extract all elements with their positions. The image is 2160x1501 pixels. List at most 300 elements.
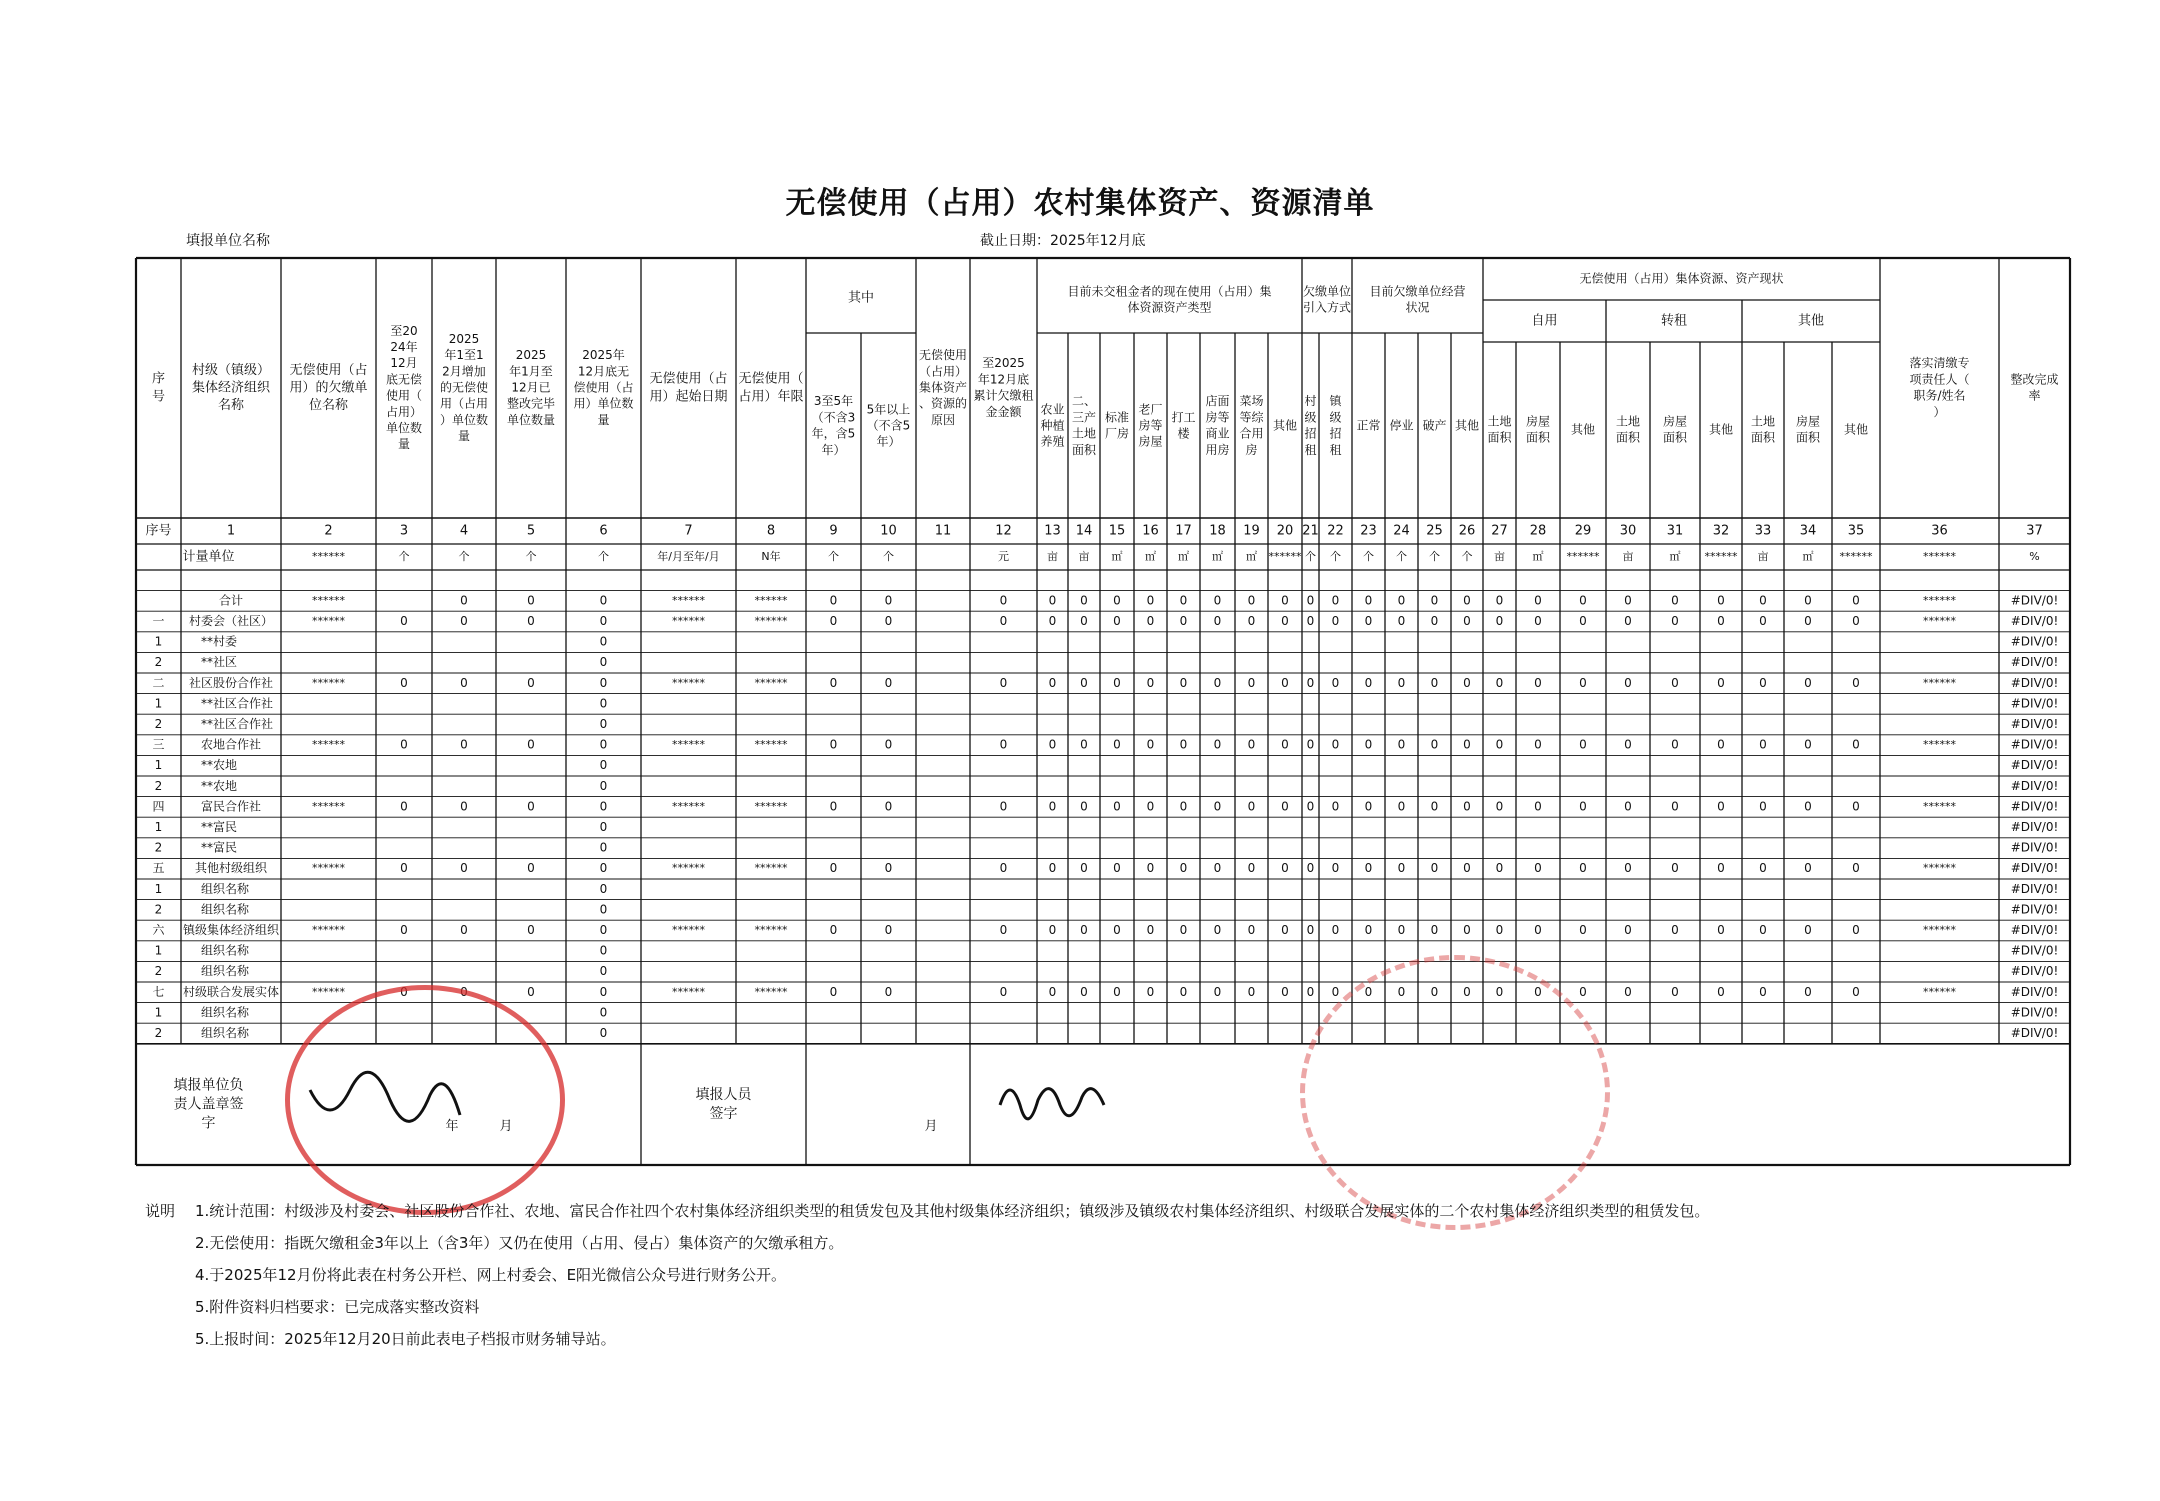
column-number: 4 <box>459 523 469 539</box>
zero-cell: 0 <box>1331 984 1340 999</box>
div-error-cell: #DIV/0! <box>2010 923 2059 937</box>
column-number: 36 <box>1931 523 1948 539</box>
zero-cell: 0 <box>1281 923 1289 937</box>
unit-cell: % <box>2029 550 2040 563</box>
row-seq: 三 <box>152 737 165 752</box>
unit-cell: ㎡ <box>1669 550 1681 563</box>
div-error-cell: #DIV/0! <box>2010 820 2059 834</box>
header-intro-type: 租 <box>1329 442 1342 457</box>
zero-cell: 0 <box>1717 675 1725 690</box>
header-asset-type: 房等 <box>1205 410 1230 425</box>
zero-cell: 0 <box>1534 614 1542 628</box>
column-number: 1 <box>226 523 236 539</box>
div-error-cell: #DIV/0! <box>2010 655 2059 670</box>
row-seq: 六 <box>152 923 165 937</box>
unit-cell: 元 <box>998 550 1009 563</box>
zero-cell: 0 <box>1759 923 1767 937</box>
unit-cell: 亩 <box>1047 550 1058 563</box>
zero-cell: 0 <box>1331 593 1340 608</box>
column-number: 18 <box>1209 523 1226 539</box>
row-name: 组织名称 <box>201 881 250 896</box>
column-number: 32 <box>1712 523 1730 539</box>
header-intro-group: 欠缴单位 <box>1302 284 1352 299</box>
zero-cell: 0 <box>884 923 893 937</box>
column-number: 34 <box>1799 523 1817 539</box>
stars-cell: ****** <box>672 861 705 875</box>
header-reason: 原因 <box>930 412 956 427</box>
unit-cell: 个 <box>398 550 410 563</box>
stars-cell: ****** <box>1923 923 1956 937</box>
zero-cell: 0 <box>1671 675 1679 690</box>
zero-cell: 0 <box>1671 984 1679 999</box>
column-number: 35 <box>1847 523 1865 539</box>
zero-cell: 0 <box>1364 737 1373 752</box>
column-number: 26 <box>1458 523 1476 539</box>
column-number: 23 <box>1360 523 1377 539</box>
zero-cell: 0 <box>1852 593 1860 608</box>
zero-cell: 0 <box>599 840 608 855</box>
header-5plus: 5年以上 <box>866 402 911 417</box>
stars-cell: ****** <box>312 985 345 999</box>
column-number: 14 <box>1075 523 1093 539</box>
header-count-2025: 量 <box>597 412 610 427</box>
header-current-col: 房屋 <box>1662 414 1688 429</box>
unit-cell: 个 <box>883 550 894 563</box>
zero-cell: 0 <box>599 717 608 731</box>
header-count-2025: 偿使用（占 <box>573 380 634 395</box>
zero-cell: 0 <box>999 737 1008 752</box>
zero-cell: 0 <box>1717 799 1725 814</box>
header-count-2025: 用）单位数 <box>573 396 634 411</box>
header-current-col: 面积 <box>1615 430 1641 445</box>
zero-cell: 0 <box>1048 799 1057 814</box>
zero-cell: 0 <box>527 593 535 608</box>
header-asset-type: 用房 <box>1205 442 1230 457</box>
row-name: 村委会（社区） <box>188 614 274 628</box>
stars-cell: ****** <box>672 614 705 628</box>
stars-cell: ****** <box>1923 593 1956 607</box>
zero-cell: 0 <box>1080 675 1088 690</box>
header-current-col: 面积 <box>1662 430 1688 445</box>
header-rate: 整改完成 <box>2010 372 2059 387</box>
header-arrears: 金金额 <box>985 404 1022 419</box>
zero-cell: 0 <box>1179 861 1188 876</box>
zero-cell: 0 <box>1463 593 1471 608</box>
zero-cell: 0 <box>1717 593 1725 608</box>
unit-cell: ****** <box>1268 550 1302 563</box>
zero-cell: 0 <box>527 799 535 814</box>
zero-cell: 0 <box>400 675 408 690</box>
zero-cell: 0 <box>599 820 608 834</box>
header-status-type: 停业 <box>1389 418 1414 433</box>
stars-cell: ****** <box>754 738 788 752</box>
unit-cell: 个 <box>598 550 609 563</box>
zero-cell: 0 <box>1463 923 1471 937</box>
header-count-2024: 占用） <box>385 404 423 419</box>
zero-cell: 0 <box>829 923 838 937</box>
column-number: 33 <box>1754 523 1772 539</box>
zero-cell: 0 <box>1306 675 1315 690</box>
column-number: 17 <box>1175 523 1192 539</box>
zero-cell: 0 <box>1579 861 1587 876</box>
column-number: 3 <box>399 523 409 539</box>
zero-cell: 0 <box>460 614 468 628</box>
zero-cell: 0 <box>1759 675 1767 690</box>
header-responsible: 项责任人（ <box>1909 372 1970 387</box>
zero-cell: 0 <box>1247 984 1256 999</box>
header-asset-type: 其他 <box>1272 418 1298 433</box>
row-name: **社区合作社 <box>201 696 274 711</box>
unit-sign-label: 填报单位负 <box>173 1077 244 1094</box>
row-name: 镇级集体经济组织 <box>182 923 280 937</box>
zero-cell: 0 <box>1213 737 1222 752</box>
row-seq: 五 <box>152 861 165 876</box>
row-seq: 1 <box>154 881 163 896</box>
zero-cell: 0 <box>1247 737 1256 752</box>
div-error-cell: #DIV/0! <box>2010 593 2059 608</box>
column-number: 28 <box>1529 523 1547 539</box>
zero-cell: 0 <box>527 923 535 937</box>
stars-cell: ****** <box>312 923 345 937</box>
zero-cell: 0 <box>1281 593 1289 608</box>
header-debtor: 位名称 <box>308 398 349 414</box>
zero-cell: 0 <box>1281 675 1289 690</box>
column-number: 16 <box>1142 523 1159 539</box>
header-asset-type: 房屋 <box>1138 434 1163 449</box>
zero-cell: 0 <box>1671 861 1679 876</box>
header-seq: 号 <box>151 389 166 405</box>
div-error-cell: #DIV/0! <box>2010 778 2059 793</box>
zero-cell: 0 <box>1306 861 1315 876</box>
column-number: 2 <box>324 523 333 539</box>
header-count-new: 2025 <box>448 331 480 346</box>
header-count-2025: 12月底无 <box>577 364 630 379</box>
zero-cell: 0 <box>1179 799 1188 814</box>
div-error-cell: #DIV/0! <box>2010 881 2059 896</box>
stars-cell: ****** <box>672 799 705 813</box>
zero-cell: 0 <box>1048 593 1057 608</box>
row-name: **富民 <box>201 840 238 855</box>
header-intro-type: 级 <box>1329 410 1342 425</box>
zero-cell: 0 <box>1080 799 1088 814</box>
zero-cell: 0 <box>1624 984 1632 999</box>
zero-cell: 0 <box>1852 923 1860 937</box>
unit-cell: ㎡ <box>1178 550 1189 563</box>
zero-cell: 0 <box>1495 861 1504 876</box>
zero-cell: 0 <box>1495 923 1504 937</box>
zero-cell: 0 <box>1331 799 1340 814</box>
column-number: 19 <box>1243 523 1260 539</box>
header-asset-type: 房 <box>1245 442 1258 457</box>
header-start-date: 无偿使用（占 <box>649 371 728 387</box>
zero-cell: 0 <box>1717 861 1725 876</box>
zero-cell: 0 <box>599 614 608 628</box>
row-name: **村委 <box>201 634 238 649</box>
zero-cell: 0 <box>1213 861 1222 876</box>
note-line-2 <box>145 1227 1709 1259</box>
zero-cell: 0 <box>460 923 468 937</box>
zero-cell: 0 <box>599 593 608 608</box>
zero-cell: 0 <box>400 799 408 814</box>
zero-cell: 0 <box>1213 984 1222 999</box>
zero-cell: 0 <box>460 799 468 814</box>
zero-cell: 0 <box>884 799 893 814</box>
header-asset-type: 厂房 <box>1104 426 1130 441</box>
zero-cell: 0 <box>1146 593 1155 608</box>
zero-cell: 0 <box>1364 923 1373 937</box>
header-status-group: 状况 <box>1405 300 1430 315</box>
div-error-cell: #DIV/0! <box>2010 634 2059 649</box>
zero-cell: 0 <box>1717 984 1725 999</box>
zero-cell: 0 <box>1146 675 1155 690</box>
header-3to5: 年） <box>821 442 846 457</box>
header-current-sub: 其他 <box>1797 313 1825 329</box>
zero-cell: 0 <box>400 984 408 999</box>
stars-cell: ****** <box>312 861 345 875</box>
zero-cell: 0 <box>1852 737 1860 752</box>
unit-cell: ㎡ <box>1802 550 1814 563</box>
header-count-2025: 2025年 <box>582 348 625 363</box>
header-count-2024: 量 <box>397 437 411 452</box>
header-current-col: 房屋 <box>1795 414 1821 429</box>
fill-unit-label: 填报单位名称 <box>186 233 270 249</box>
zero-cell: 0 <box>1113 984 1121 999</box>
zero-cell: 0 <box>599 737 608 752</box>
zero-cell: 0 <box>884 737 893 752</box>
zero-cell: 0 <box>1463 737 1471 752</box>
zero-cell: 0 <box>1364 861 1373 876</box>
zero-cell: 0 <box>999 923 1008 937</box>
header-asset-type: 合用 <box>1239 426 1264 441</box>
column-number: 9 <box>829 523 838 539</box>
zero-cell: 0 <box>1247 593 1256 608</box>
zero-cell: 0 <box>1430 593 1439 608</box>
zero-cell: 0 <box>884 614 893 628</box>
zero-cell: 0 <box>1364 614 1373 628</box>
column-number: 10 <box>880 523 897 539</box>
row-seq: 1 <box>154 1005 163 1020</box>
header-count-new: 的无偿使 <box>439 380 489 395</box>
row-name: **富民 <box>201 820 238 834</box>
column-number: 5 <box>526 523 536 539</box>
zero-cell: 0 <box>1080 861 1088 876</box>
header-count-new: 年1至1 <box>444 348 484 363</box>
row-seq: 1 <box>154 634 163 649</box>
header-responsible: 职务/姓名 <box>1913 388 1966 403</box>
zero-cell: 0 <box>1213 675 1222 690</box>
zero-cell: 0 <box>599 964 608 979</box>
zero-cell: 0 <box>400 614 408 628</box>
zero-cell: 0 <box>1534 923 1542 937</box>
div-error-cell: #DIV/0! <box>2010 943 2059 958</box>
zero-cell: 0 <box>1306 593 1315 608</box>
header-count-new: 用（占用 <box>439 396 489 411</box>
column-number: 7 <box>684 523 693 539</box>
stars-cell: ****** <box>672 593 705 607</box>
zero-cell: 0 <box>1430 861 1439 876</box>
zero-cell: 0 <box>1179 675 1188 690</box>
header-reason: 集体资产 <box>918 380 968 395</box>
zero-cell: 0 <box>829 737 838 752</box>
zero-cell: 0 <box>829 593 838 608</box>
header-asset-type: 面积 <box>1071 442 1097 457</box>
zero-cell: 0 <box>1463 799 1471 814</box>
zero-cell: 0 <box>527 675 535 690</box>
header-arrears: 累计欠缴租 <box>973 388 1034 403</box>
zero-cell: 0 <box>1671 737 1679 752</box>
zero-cell: 0 <box>1804 593 1812 608</box>
header-current-col: 面积 <box>1795 430 1821 445</box>
unit-cell: 个 <box>1396 550 1407 563</box>
header-start-date: 用）起始日期 <box>649 389 728 405</box>
header-count-2024: 单位数 <box>385 421 423 435</box>
zero-cell: 0 <box>1804 614 1812 628</box>
note-line-1 <box>145 1195 1709 1227</box>
zero-cell: 0 <box>1113 923 1121 937</box>
zero-cell: 0 <box>1397 593 1406 608</box>
zero-cell: 0 <box>1364 984 1373 999</box>
zero-cell: 0 <box>1281 861 1289 876</box>
zero-cell: 0 <box>1364 593 1373 608</box>
unit-cell: ㎡ <box>1532 550 1544 563</box>
zero-cell: 0 <box>1281 614 1289 628</box>
column-number: 29 <box>1574 523 1592 539</box>
unit-cell: ㎡ <box>1145 550 1156 563</box>
zero-cell: 0 <box>527 861 535 876</box>
zero-cell: 0 <box>1804 923 1812 937</box>
zero-cell: 0 <box>1579 984 1587 999</box>
note-line-4 <box>145 1291 1709 1323</box>
header-asset-type: 土地 <box>1071 426 1097 441</box>
zero-cell: 0 <box>460 593 468 608</box>
header-3to5: 年，含5 <box>811 426 856 441</box>
zero-cell: 0 <box>829 614 838 628</box>
zero-cell: 0 <box>1430 614 1439 628</box>
row-seq: 2 <box>154 902 163 917</box>
unit-cell: 个 <box>1461 550 1473 563</box>
unit-cell: ****** <box>312 550 345 563</box>
header-responsible: ） <box>1933 404 1946 419</box>
zero-cell: 0 <box>1146 923 1155 937</box>
header-asset-type: 楼 <box>1177 426 1190 441</box>
header-count-fixed: 年1月至 <box>509 364 553 379</box>
unit-sign-label: 责人盖章签 <box>173 1096 244 1113</box>
zero-cell: 0 <box>999 593 1008 608</box>
zero-cell: 0 <box>1852 614 1860 628</box>
header-current-col: 面积 <box>1487 430 1512 445</box>
note-text: 1.统计范围：村级涉及村委会、社区股份合作社、农地、富民合作社四个农村集体经济组织类型的租赁发包及其他村级集体经济组织；镇级涉及镇级农村集体经济组织、村级联合发展实体的二个农村集体经济组织类型的租赁发包。 <box>195 1202 1710 1220</box>
zero-cell: 0 <box>1759 737 1767 752</box>
stars-cell: ****** <box>1923 799 1956 813</box>
header-5plus: （不含5 <box>866 418 911 433</box>
unit-cell: 亩 <box>1757 550 1769 563</box>
stars-cell: ****** <box>754 799 788 813</box>
unit-cell: 个 <box>1429 550 1440 563</box>
stars-cell: ****** <box>312 614 345 628</box>
unit-cell: 亩 <box>1078 550 1090 563</box>
zero-cell: 0 <box>460 675 468 690</box>
zero-cell: 0 <box>1281 737 1289 752</box>
zero-cell: 0 <box>1759 861 1767 876</box>
header-arrears: 至2025 <box>982 356 1025 371</box>
zero-cell: 0 <box>1495 675 1504 690</box>
header-current-col: 面积 <box>1525 430 1551 445</box>
zero-cell: 0 <box>1463 614 1471 628</box>
unit-cell: 个 <box>1330 550 1341 563</box>
div-error-cell: #DIV/0! <box>2010 614 2059 628</box>
unit-cell: N年 <box>761 550 781 563</box>
zero-cell: 0 <box>1146 799 1155 814</box>
zero-cell: 0 <box>1179 984 1188 999</box>
header-seq: 序 <box>151 371 166 387</box>
unit-cell: ****** <box>1566 550 1600 563</box>
zero-cell: 0 <box>1397 984 1406 999</box>
zero-cell: 0 <box>999 614 1008 628</box>
zero-cell: 0 <box>1759 593 1767 608</box>
zero-cell: 0 <box>1804 799 1812 814</box>
zero-cell: 0 <box>1495 984 1504 999</box>
column-number: 序号 <box>145 523 172 539</box>
stars-cell: ****** <box>1923 861 1956 875</box>
header-current-group: 无偿使用（占用）集体资源、资产现状 <box>1579 271 1784 286</box>
zero-cell: 0 <box>1463 984 1471 999</box>
note-line-5 <box>145 1323 1709 1355</box>
zero-cell: 0 <box>1397 861 1406 876</box>
zero-cell: 0 <box>1759 614 1767 628</box>
zero-cell: 0 <box>999 675 1008 690</box>
zero-cell: 0 <box>527 614 535 628</box>
header-asset-type: 农业 <box>1040 402 1065 417</box>
zero-cell: 0 <box>599 1026 608 1040</box>
zero-cell: 0 <box>1852 861 1860 876</box>
zero-cell: 0 <box>1080 984 1088 999</box>
stars-cell: ****** <box>1923 614 1956 628</box>
row-name: 富民合作社 <box>200 799 262 814</box>
zero-cell: 0 <box>1281 799 1289 814</box>
row-name: 组织名称 <box>201 1005 250 1020</box>
zero-cell: 0 <box>1759 799 1767 814</box>
zero-cell: 0 <box>1430 737 1439 752</box>
header-count-new: 量 <box>457 429 471 444</box>
zero-cell: 0 <box>1534 984 1542 999</box>
header-current-sub: 转租 <box>1660 313 1688 329</box>
zero-cell: 0 <box>599 984 608 999</box>
header-count-new: 2月增加 <box>442 364 486 379</box>
zero-cell: 0 <box>1804 984 1812 999</box>
stars-cell: ****** <box>312 593 345 607</box>
date-month-mark: 月 <box>499 1118 513 1134</box>
zero-cell: 0 <box>884 675 893 690</box>
row-name: 组织名称 <box>201 964 250 979</box>
column-number: 11 <box>934 523 952 539</box>
cutoff-date: 截止日期：2025年12月底 <box>980 233 1146 249</box>
zero-cell: 0 <box>1048 861 1057 876</box>
row-seq: 二 <box>152 675 165 690</box>
zero-cell: 0 <box>1579 923 1587 937</box>
unit-cell: 个 <box>1305 550 1316 563</box>
row-name: **农地 <box>201 778 238 793</box>
zero-cell: 0 <box>999 799 1008 814</box>
zero-cell: 0 <box>1179 923 1188 937</box>
header-asset-type: 房等 <box>1138 418 1163 433</box>
stars-cell: ****** <box>672 676 705 690</box>
zero-cell: 0 <box>1624 593 1632 608</box>
zero-cell: 0 <box>884 593 893 608</box>
notes-section <box>145 1195 1709 1355</box>
zero-cell: 0 <box>599 696 608 711</box>
stars-cell: ****** <box>754 923 788 937</box>
row-name: 合计 <box>218 593 244 608</box>
